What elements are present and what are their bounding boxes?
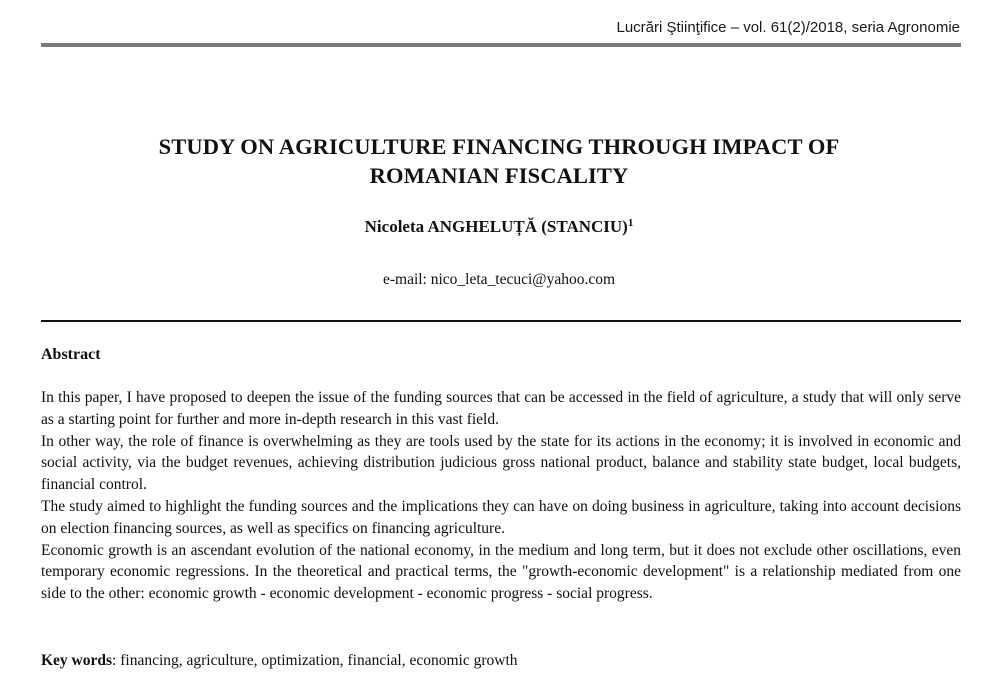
abstract-paragraph-3: The study aimed to highlight the funding sources and the implications they can have on doing business in agriculture, taking into account decisions on election financing sources, as well as specifics on financing agriculture. (41, 497, 961, 537)
section-rule (41, 320, 961, 322)
author-affiliation-mark: 1 (627, 217, 634, 229)
header-rule (41, 43, 961, 47)
abstract-paragraph-2: In other way, the role of finance is overwhelming as they are tools used by the state for its actions in the economy; it is involved in economic and social activity, via the budget revenues, achieving distribution judicious gross national product, balance and stability state budget, local budgets, financial control. (41, 432, 961, 494)
keywords-label: Key words (41, 652, 113, 669)
paper-title-line-1: STUDY ON AGRICULTURE FINANCING THROUGH IMPACT OF (158, 134, 840, 159)
author-name: Nicoleta ANGHELUȚĂ (STANCIU) (364, 217, 628, 236)
abstract-paragraph-1: In this paper, I have proposed to deepen the issue of the funding sources that can be accessed in the field of agriculture, a study that will only serve as a starting point for further and more in-depth research in this vast field. (41, 389, 961, 428)
journal-running-header: Lucrări Ştiinţifice – vol. 61(2)/2018, seria Agronomie (616, 19, 960, 36)
abstract-heading: Abstract (41, 346, 101, 363)
author-line (0, 217, 998, 237)
abstract-paragraph-4: Economic growth is an ascendant evolution of the national economy, in the medium and long term, but it does not exclude other oscillations, even temporary economic regressions. In the theoretical and practical terms, the "growth-economic development" is a relationship mediated from one side to the other: economic growth - economic development - economic progress - social progress. (41, 541, 961, 603)
author-email: e-mail: nico_leta_tecuci@yahoo.com (382, 271, 616, 288)
paper-title-line-2: ROMANIAN FISCALITY (369, 163, 629, 188)
paper-title (0, 132, 998, 190)
keywords-separator: : (112, 652, 121, 669)
keywords-list: financing, agriculture, optimization, financial, economic growth (120, 652, 518, 669)
abstract-body (41, 387, 961, 605)
keywords-line (41, 652, 961, 670)
